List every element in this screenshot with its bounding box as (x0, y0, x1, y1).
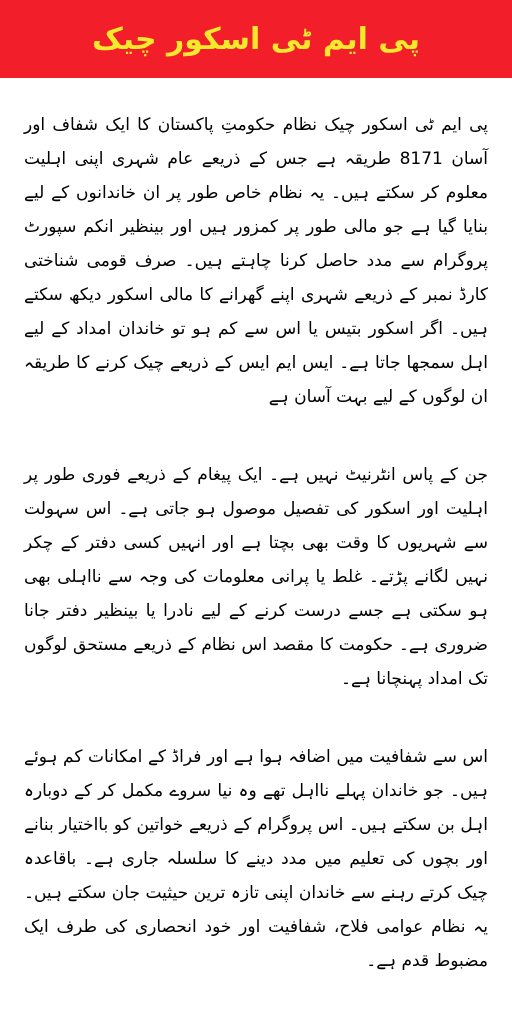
header-banner (0, 0, 512, 78)
paragraph-2: جن کے پاس انٹرنیٹ نہیں ہے۔ ایک پیغام کے ذریعے فوری طور پر اہلیت اور اسکور کی تفصیل موصول ہو جاتی ہے۔ اس سہولت سے شہریوں کا وقت بھی بچتا ہے اور انہیں کسی دفتر کے چکر نہیں لگانے پڑتے۔ غلط یا پرانی معلومات کی وجہ سے نااہلی بھی ہو سکتی ہے جسے درست کرنے کے لیے نادرا یا بینظیر دفتر جانا ضروری ہے۔ حکومت کا مقصد اس نظام کے ذریعے مستحق لوگوں تک امداد پہنچانا ہے۔ (24, 465, 488, 689)
page-title: پی ایم ٹی اسکور چیک (92, 21, 420, 57)
paragraph-3: اس سے شفافیت میں اضافہ ہوا ہے اور فراڈ کے امکانات کم ہوئے ہیں۔ جو خاندان پہلے نااہل تھے وہ نیا سروے مکمل کر کے دوبارہ اہل بن سکتے ہیں۔ اس پروگرام کے ذریعے خواتین کو بااختیار بنانے اور بچوں کی تعلیم میں مدد دینے کا سلسلہ جاری ہے۔ باقاعدہ چیک کرتے رہنے سے خاندان اپنی تازہ ترین حیثیت جان سکتے ہیں۔ یہ نظام عوامی فلاح، شفافیت اور خود انحصاری کی طرف ایک مضبوط قدم ہے۔ (24, 747, 488, 971)
paragraph-1: پی ایم ٹی اسکور چیک نظام حکومتِ پاکستان کا ایک شفاف اور آسان 8171 طریقہ ہے جس کے ذریعے عام شہری اپنی اہلیت معلوم کر سکتے ہیں۔ یہ نظام خاص طور پر ان خاندانوں کے لیے بنایا گیا ہے جو مالی طور پر کمزور ہیں اور بینظیر انکم سپورٹ پروگرام سے مدد حاصل کرنا چاہتے ہیں۔ صرف قومی شناختی کارڈ نمبر کے ذریعے شہری اپنے گھرانے کا مالی اسکور دیکھ سکتے ہیں۔ اگر اسکور بتیس یا اس سے کم ہو تو خاندان امداد کے لیے اہل سمجھا جاتا ہے۔ ایس ایم ایس کے ذریعے چیک کرنے کا طریقہ ان لوگوں کے لیے بہت آسان ہے (24, 115, 489, 407)
article-body (24, 108, 488, 978)
